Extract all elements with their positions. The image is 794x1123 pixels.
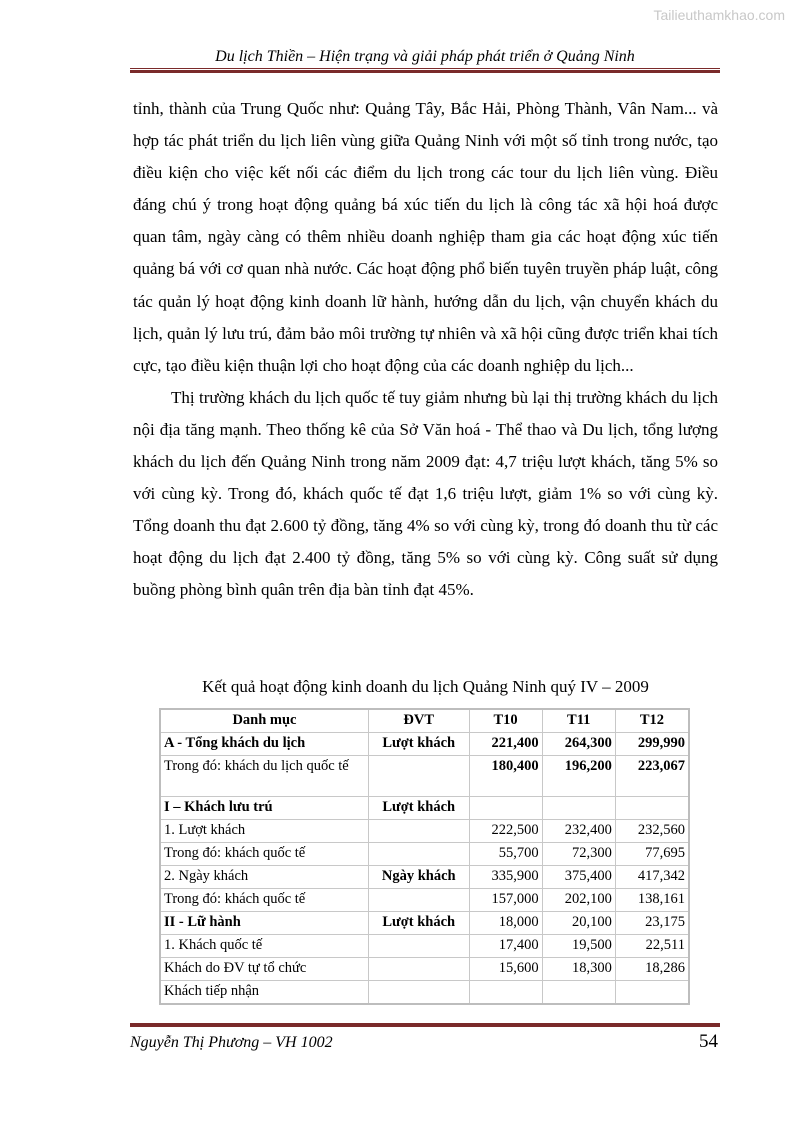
- col-header-t10: T10: [469, 709, 542, 733]
- row-t11: 72,300: [542, 843, 615, 866]
- col-header-t12: T12: [615, 709, 689, 733]
- row-t11: 202,100: [542, 889, 615, 912]
- tourism-results-table: [159, 708, 690, 1005]
- row-unit: [368, 889, 469, 912]
- col-header-t11: T11: [542, 709, 615, 733]
- row-unit: Lượt khách: [368, 797, 469, 820]
- row-unit: [368, 843, 469, 866]
- table-row: [160, 820, 689, 843]
- row-t12: 417,342: [615, 866, 689, 889]
- running-header: Du lịch Thiền – Hiện trạng và giải pháp phát triển ở Quảng Ninh: [215, 48, 635, 65]
- table-row: [160, 866, 689, 889]
- row-category: II - Lữ hành: [160, 912, 368, 935]
- row-t11: 20,100: [542, 912, 615, 935]
- row-t11: [542, 981, 615, 1005]
- row-category: A - Tổng khách du lịch: [160, 733, 368, 756]
- row-category: Trong đó: khách quốc tế: [160, 843, 368, 866]
- row-t11: 264,300: [542, 733, 615, 756]
- row-t12: 138,161: [615, 889, 689, 912]
- row-t12: [615, 797, 689, 820]
- table-row: [160, 843, 689, 866]
- row-t12: 23,175: [615, 912, 689, 935]
- row-category: I – Khách lưu trú: [160, 797, 368, 820]
- table-row: [160, 756, 689, 797]
- row-t12: [615, 981, 689, 1005]
- row-t11: 19,500: [542, 935, 615, 958]
- row-t10: 55,700: [469, 843, 542, 866]
- table-row: [160, 733, 689, 756]
- row-t12: 18,286: [615, 958, 689, 981]
- row-t10: 17,400: [469, 935, 542, 958]
- row-category: Khách tiếp nhận: [160, 981, 368, 1005]
- row-t12: 77,695: [615, 843, 689, 866]
- row-t11: 232,400: [542, 820, 615, 843]
- table-header-row: [160, 709, 689, 733]
- row-t10: 180,400: [469, 756, 542, 797]
- col-header-unit: ĐVT: [368, 709, 469, 733]
- row-t12: 299,990: [615, 733, 689, 756]
- row-t10: 157,000: [469, 889, 542, 912]
- row-t11: [542, 797, 615, 820]
- paragraph-2: Thị trường khách du lịch quốc tế tuy giảm nhưng bù lại thị trường khách du lịch nội địa tăng mạnh. Theo thống kê của Sở Văn hoá - Thể thao và Du lịch, tổng lượng khách du lịch đến Quảng Ninh trong năm 2009 đạt: 4,7 triệu lượt khách, tăng 5% so với cùng kỳ. Trong đó, khách quốc tế đạt 1,6 triệu lượt, giảm 1% so với cùng kỳ. Tổng doanh thu đạt 2.600 tỷ đồng, tăng 4% so với cùng kỳ, trong đó doanh thu từ các hoạt động du lịch đạt 2.400 tỷ đồng, tăng 5% so với cùng kỳ. Công suất sử dụng buồng phòng bình quân trên địa bàn tỉnh đạt 45%.: [133, 387, 718, 600]
- row-unit: [368, 756, 469, 797]
- col-header-category: Danh mục: [160, 709, 368, 733]
- table-row: [160, 958, 689, 981]
- row-t10: 18,000: [469, 912, 542, 935]
- row-t10: 15,600: [469, 958, 542, 981]
- row-t10: [469, 797, 542, 820]
- row-category: Trong đó: khách quốc tế: [160, 889, 368, 912]
- row-category: Khách do ĐV tự tổ chức: [160, 958, 368, 981]
- table-row: [160, 889, 689, 912]
- row-unit: Lượt khách: [368, 733, 469, 756]
- row-t12: 232,560: [615, 820, 689, 843]
- row-category: 1. Lượt khách: [160, 820, 368, 843]
- row-t10: [469, 981, 542, 1005]
- row-unit: [368, 820, 469, 843]
- paragraph-1: tỉnh, thành của Trung Quốc như: Quảng Tây, Bắc Hải, Phòng Thành, Vân Nam... và hợp tác phát triển du lịch liên vùng giữa Quảng Ninh với một số tỉnh trong nước, tạo điều kiện cho việc kết nối các điểm du lịch trong các tour du lịch liên vùng. Điều đáng chú ý trong hoạt động quảng bá xúc tiến du lịch là công tác xã hội hoá được quan tâm, ngày càng có thêm nhiều doanh nghiệp tham gia các hoạt động xúc tiến quảng bá với cơ quan nhà nước. Các hoạt động phổ biến tuyên truyền pháp luật, công tác quản lý hoạt động kinh doanh lữ hành, hướng dẫn du lịch, vận chuyển khách du lịch, quản lý lưu trú, đảm bảo môi trường tự nhiên và xã hội cũng được triển khai tích cực, tạo điều kiện thuận lợi cho hoạt động của các doanh nghiệp du lịch...: [133, 99, 718, 375]
- row-t11: 375,400: [542, 866, 615, 889]
- row-unit: [368, 958, 469, 981]
- row-t11: 196,200: [542, 756, 615, 797]
- row-t10: 335,900: [469, 866, 542, 889]
- row-unit: [368, 981, 469, 1005]
- table-row: [160, 912, 689, 935]
- row-t12: 223,067: [615, 756, 689, 797]
- watermark: Tailieuthamkhao.com: [653, 7, 785, 23]
- page-number: 54: [699, 1031, 718, 1052]
- row-unit: Ngày khách: [368, 866, 469, 889]
- row-t10: 221,400: [469, 733, 542, 756]
- footer-author: Nguyễn Thị Phương – VH 1002: [130, 1034, 333, 1051]
- header-divider: [130, 68, 720, 73]
- footer-divider: [130, 1022, 720, 1027]
- body-text: [133, 93, 718, 607]
- row-t12: 22,511: [615, 935, 689, 958]
- row-unit: Lượt khách: [368, 912, 469, 935]
- row-category: 1. Khách quốc tế: [160, 935, 368, 958]
- table-row: [160, 935, 689, 958]
- row-t10: 222,500: [469, 820, 542, 843]
- row-category: 2. Ngày khách: [160, 866, 368, 889]
- table-caption: Kết quả hoạt động kinh doanh du lịch Quảng Ninh quý IV – 2009: [202, 677, 649, 696]
- table-row: [160, 981, 689, 1005]
- row-unit: [368, 935, 469, 958]
- row-category: Trong đó: khách du lịch quốc tế: [160, 756, 368, 797]
- row-t11: 18,300: [542, 958, 615, 981]
- table-row: [160, 797, 689, 820]
